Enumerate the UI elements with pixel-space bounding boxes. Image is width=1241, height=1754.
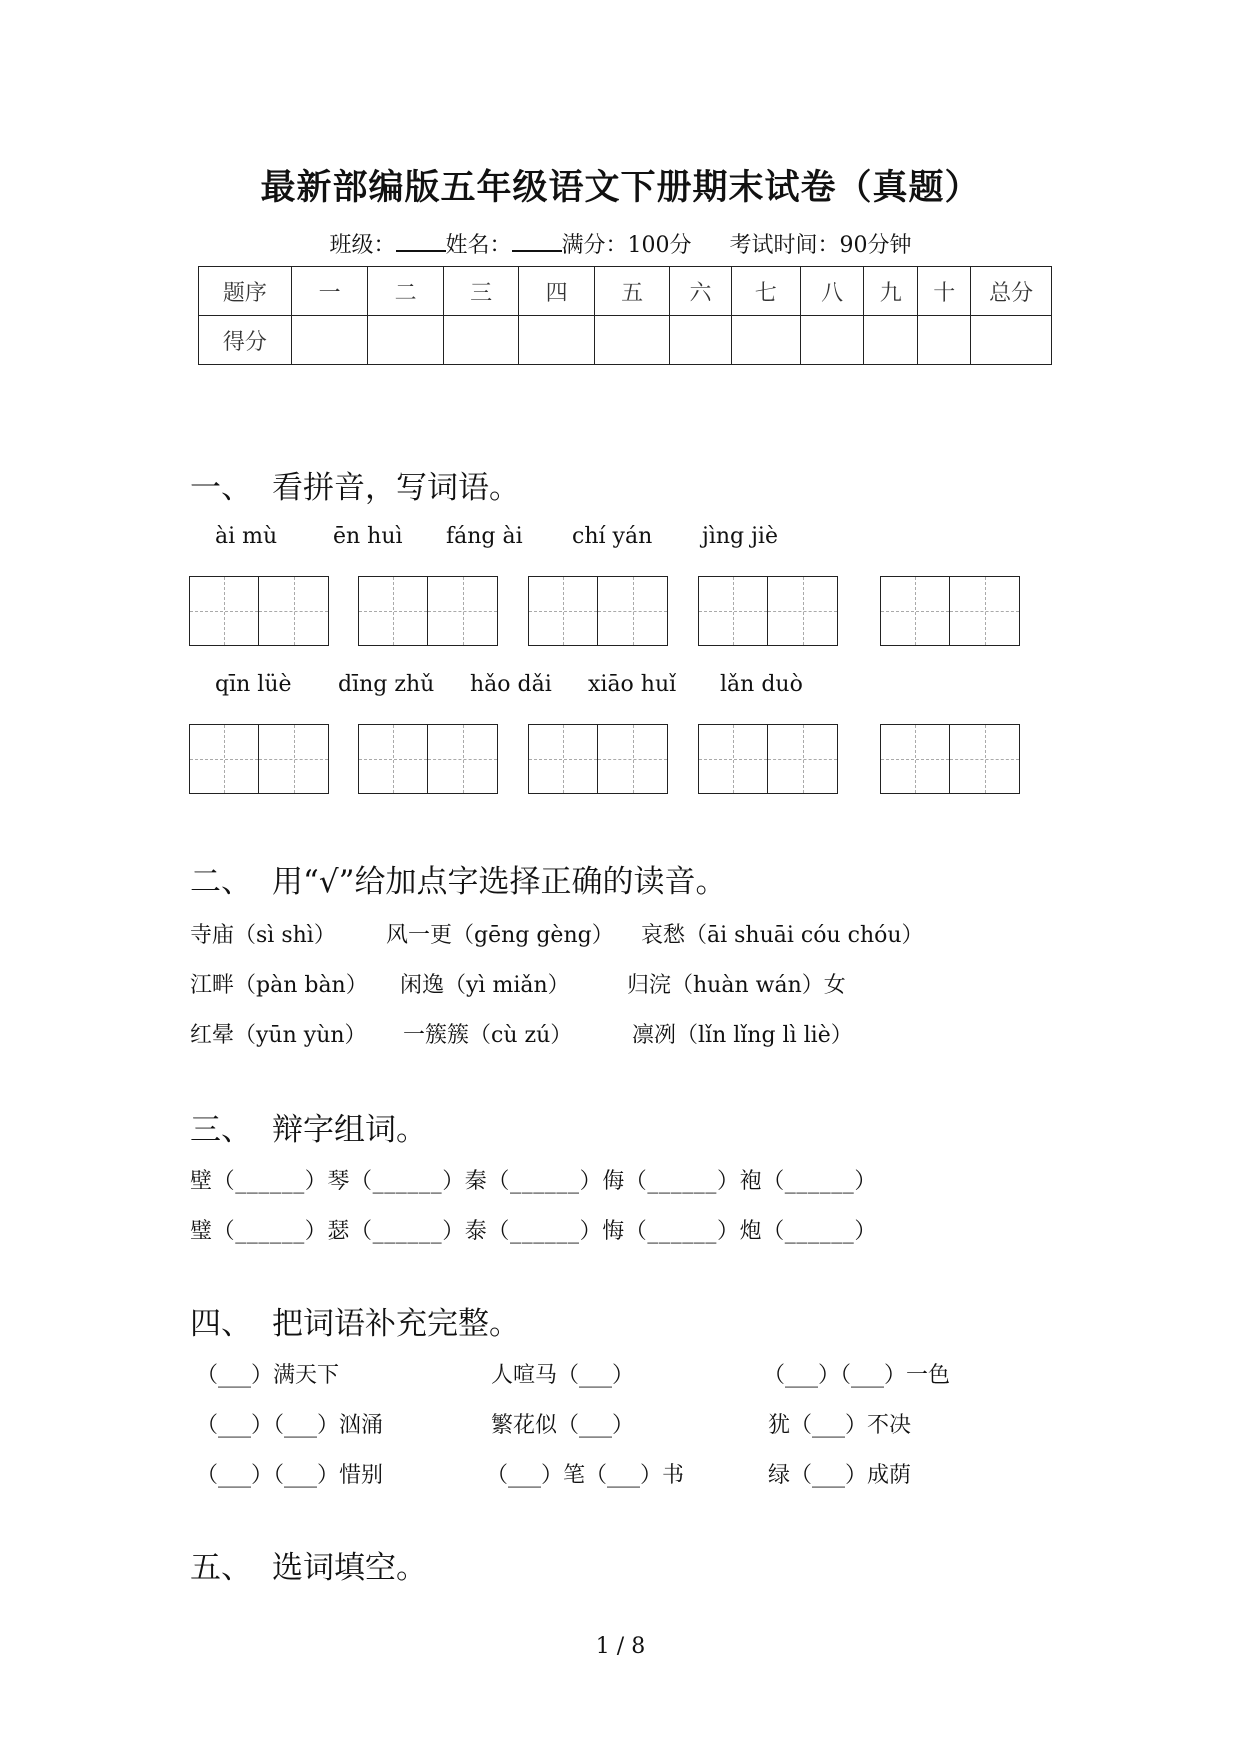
- score-row: [199, 316, 1052, 365]
- name-blank[interactable]: [512, 232, 562, 252]
- score-cell[interactable]: [443, 316, 519, 365]
- pinyin: fáng ài: [446, 524, 523, 549]
- writing-grid[interactable]: [698, 576, 838, 646]
- score-cell[interactable]: [291, 316, 368, 365]
- reading-item: 一簇簇（cù zú）: [403, 1023, 573, 1048]
- score-cell[interactable]: [864, 316, 918, 365]
- reading-item: 寺庙（sì shì）: [190, 923, 336, 948]
- header-cell: 六: [670, 267, 731, 316]
- score-cell[interactable]: [519, 316, 595, 365]
- pinyin: dīng zhǔ: [338, 672, 435, 697]
- score-cell[interactable]: [670, 316, 731, 365]
- score-row-label: 得分: [199, 316, 292, 365]
- idiom-item[interactable]: 人喧马（___）: [491, 1363, 635, 1388]
- idiom-item[interactable]: （___）笔（___）书: [486, 1463, 685, 1488]
- exam-meta: [0, 228, 1241, 259]
- pinyin: ài mù: [215, 524, 278, 549]
- word-group-line[interactable]: 壁（______）琴（______）秦（______）侮（______）袍（______）: [190, 1169, 878, 1194]
- writing-grid[interactable]: [358, 576, 498, 646]
- reading-item: 归浣（huàn wán）女: [627, 973, 846, 998]
- score-cell[interactable]: [594, 316, 670, 365]
- pinyin: chí yán: [572, 524, 653, 549]
- reading-item: 闲逸（yì miǎn）: [400, 973, 570, 998]
- header-cell: 十: [918, 267, 971, 316]
- writing-grid[interactable]: [189, 724, 329, 794]
- writing-grid[interactable]: [528, 724, 668, 794]
- reading-item: 红晕（yūn yùn）: [190, 1023, 367, 1048]
- header-cell: 四: [519, 267, 595, 316]
- header-cell: 九: [864, 267, 918, 316]
- header-cell: 一: [291, 267, 368, 316]
- writing-grid[interactable]: [358, 724, 498, 794]
- page-title: 最新部编版五年级语文下册期末试卷（真题）: [260, 167, 981, 208]
- writing-grid[interactable]: [528, 576, 668, 646]
- page-number: 1 / 8: [595, 1634, 646, 1659]
- pinyin: xiāo huǐ: [588, 672, 677, 697]
- idiom-item[interactable]: （___）（___）汹涌: [196, 1413, 384, 1438]
- idiom-item[interactable]: （___）（___）一色: [763, 1363, 951, 1388]
- idiom-item[interactable]: 绿（___）成荫: [768, 1463, 912, 1488]
- header-cell: 八: [800, 267, 863, 316]
- score-header-row: [199, 267, 1052, 316]
- idiom-item[interactable]: （___）满天下: [196, 1363, 340, 1388]
- class-blank[interactable]: [396, 232, 446, 252]
- writing-grid[interactable]: [880, 724, 1020, 794]
- idiom-item[interactable]: 犹（___）不决: [768, 1413, 912, 1438]
- score-cell[interactable]: [800, 316, 863, 365]
- header-cell: 五: [594, 267, 670, 316]
- score-cell[interactable]: [368, 316, 444, 365]
- writing-grid[interactable]: [698, 724, 838, 794]
- score-cell[interactable]: [971, 316, 1052, 365]
- writing-grid[interactable]: [880, 576, 1020, 646]
- header-cell: 二: [368, 267, 444, 316]
- name-label: 姓名：: [445, 233, 512, 258]
- section-1-heading: 一、 看拼音，写词语。: [190, 470, 520, 506]
- header-cell: 七: [731, 267, 800, 316]
- score-cell[interactable]: [918, 316, 971, 365]
- section-3-heading: 三、 辩字组词。: [190, 1112, 427, 1148]
- header-cell: 三: [443, 267, 519, 316]
- section-5-heading: 五、 选词填空。: [190, 1550, 427, 1586]
- pinyin: hǎo dǎi: [470, 672, 552, 697]
- exam-time: 考试时间：90分钟: [729, 233, 912, 258]
- writing-grid[interactable]: [189, 576, 329, 646]
- pinyin: qīn lüè: [215, 672, 292, 697]
- score-table: [198, 266, 1052, 365]
- reading-item: 江畔（pàn bàn）: [190, 973, 368, 998]
- idiom-item[interactable]: （___）（___）惜别: [196, 1463, 384, 1488]
- pinyin: jìng jiè: [702, 524, 778, 549]
- word-group-line[interactable]: 璧（______）瑟（______）泰（______）悔（______）炮（______）: [190, 1219, 878, 1244]
- class-label: 班级：: [329, 233, 396, 258]
- reading-item: 风一更（gēng gèng）: [386, 923, 614, 948]
- full-score: 满分：100分: [561, 233, 692, 258]
- header-cell: 题序: [199, 267, 292, 316]
- pinyin: ēn huì: [333, 524, 403, 549]
- reading-item: 哀愁（āi shuāi cóu chóu）: [641, 923, 924, 948]
- score-cell[interactable]: [731, 316, 800, 365]
- header-cell: 总分: [971, 267, 1052, 316]
- section-2-heading: 二、 用“√”给加点字选择正确的读音。: [190, 864, 727, 900]
- pinyin: lǎn duò: [720, 672, 803, 697]
- section-4-heading: 四、 把词语补充完整。: [190, 1306, 520, 1342]
- reading-item: 凛冽（lǐn lǐng lì liè）: [632, 1023, 853, 1048]
- idiom-item[interactable]: 繁花似（___）: [491, 1413, 635, 1438]
